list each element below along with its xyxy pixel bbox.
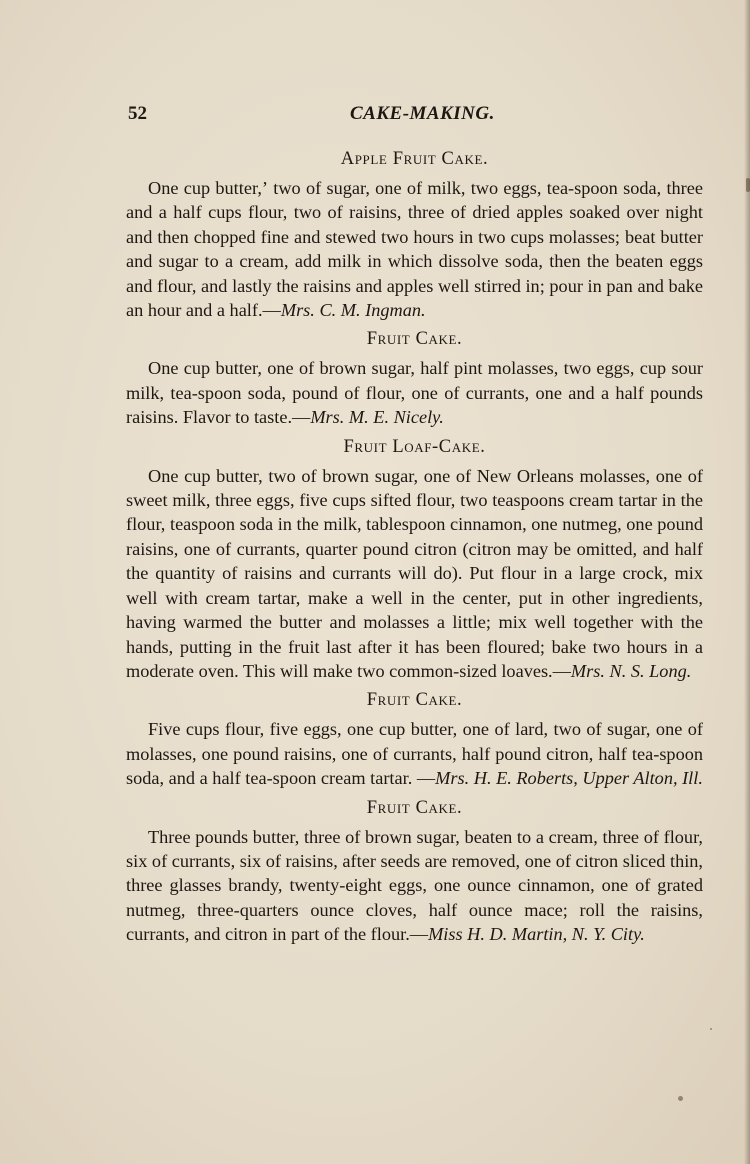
recipe-title: Fruit Cake. [366, 329, 463, 350]
recipe-title: Fruit Cake. [366, 797, 463, 818]
recipe-body [126, 356, 703, 429]
recipe-text: One cup butter, two of brown sugar, one of New Orleans molasses, one of sweet milk, three eggs, five cups sifted flour, two teaspoons cream tartar in the flour, teaspoon soda in the milk, tablespoon cinnamon, one nutmeg, one pound raisins, one of currants, quarter pound citron (citron may be omitted, and half the quantity of raisins and currants will do). Put flour in a large crock, mix well with cream tartar, make a well in the center, put in other ingredients, having warmed the butter and molasses a little; mix well together with the hands, putting in the fruit last after it has been floured; bake two hours in a moderate oven. This will make two common-sized loaves.— [126, 465, 703, 681]
recipe-attribution: Mrs. N. S. Long. [570, 660, 692, 681]
recipe-apple-fruit-cake [126, 146, 703, 322]
recipe-text: One cup butter,ʼ two of sugar, one of milk, two eggs, tea-spoon soda, three and a half cups flour, two of raisins, three of dried apples soaked over night and then chopped fine and stewed two hours in two cups molasses; beat butter and sugar to a cream, add milk in which dissolve soda, then the beaten eggs and flour, and lastly the raisins and apples well stirred in; pour in pan and bake an hour and a half.— [126, 178, 703, 321]
recipe-body [126, 464, 703, 684]
recipe-fruit-loaf-cake [126, 434, 703, 684]
page-header [128, 103, 703, 129]
recipe-attribution: Miss H. D. Martin, N. Y. City. [428, 924, 645, 945]
recipe-body [126, 717, 703, 790]
page-number: 52 [128, 103, 147, 124]
running-title: CAKE-MAKING. [350, 103, 495, 124]
recipe-fruit-cake-1 [126, 326, 703, 429]
page-content [126, 146, 703, 951]
recipe-title: Fruit Cake. [366, 690, 463, 711]
recipe-fruit-cake-3 [126, 795, 703, 947]
recipe-text: Three pounds butter, three of brown sugar, beaten to a cream, three of flour, six of currants, six of raisins, after seeds are removed, one of citron sliced thin, three glasses brandy, twenty-eight eggs, one ounce cinnamon, one of grated nutmeg, three-quarters ounce cloves, half ounce mace; roll the raisins, currants, and citron in part of the flour.— [126, 826, 703, 945]
recipe-fruit-cake-2 [126, 687, 703, 790]
paper-speck [678, 1096, 683, 1101]
recipe-title: Fruit Loaf-Cake. [343, 436, 486, 457]
paper-speck [710, 1028, 712, 1030]
recipe-text: One cup butter, one of brown sugar, half pint molasses, two eggs, cup sour milk, tea-spoon soda, pound of flour, one of currants, one and a half pounds raisins. Flavor to taste.— [126, 358, 703, 428]
recipe-attribution: Mrs. C. M. Ingman. [280, 300, 426, 321]
recipe-body [126, 825, 703, 947]
recipe-attribution: Mrs. H. E. Roberts, Upper Alton, Ill. [435, 768, 703, 789]
recipe-text: Five cups flour, five eggs, one cup butter, one of lard, two of sugar, one of molasses, one pound raisins, one of currants, half pound citron, half tea-spoon soda, and a half tea-spoon cream tartar. — [126, 719, 703, 789]
recipe-title: Apple Fruit Cake. [340, 149, 489, 169]
recipe-body [126, 176, 703, 322]
paper-speck [746, 178, 750, 192]
recipe-attribution: Mrs. M. E. Nicely. [310, 407, 444, 428]
